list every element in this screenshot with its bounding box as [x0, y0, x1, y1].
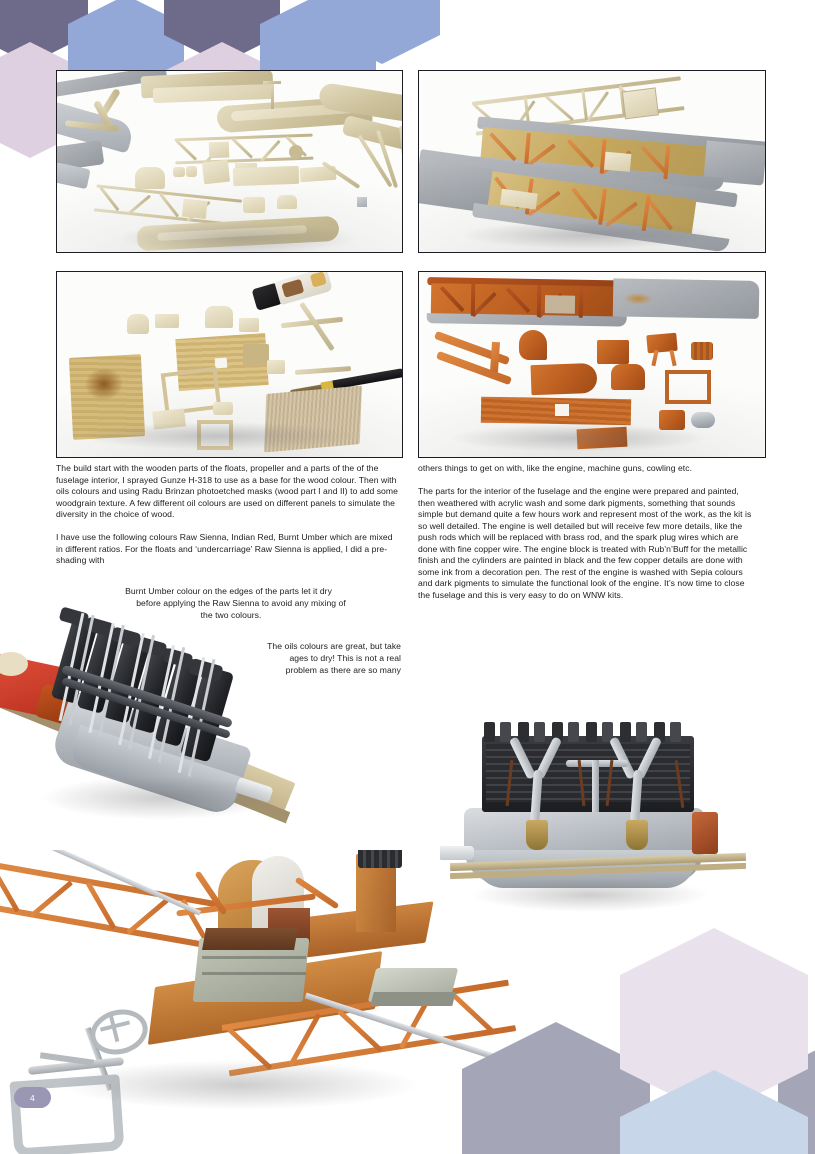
body-text-right [418, 463, 758, 602]
left-wrap-line-6: problem as there are so many [285, 665, 401, 675]
photo-woodgrain-parts-with-paint [56, 271, 403, 458]
left-paragraph-2: I have use the following colours Raw Sienna, Indian Red, Burnt Umber which are mixed in different ratios. For the floats and ‘undercarriage’ Raw Sienna is applied, I did a pre-shading with [56, 532, 393, 566]
left-wrap-line-1: Burnt Umber colour on the edges of the parts let it dry [125, 586, 332, 596]
left-wrap-line-3: the two colours. [200, 610, 262, 620]
photo-orange-stained-interior-parts [418, 271, 766, 458]
photo-fuselage-side-frames [418, 70, 766, 253]
page-number: 4 [30, 1092, 35, 1103]
left-wrap-line-4: The oils colours are great, but take [267, 641, 401, 651]
hex-top-dark-1 [0, 0, 88, 64]
hex-top-blue-3 [324, 0, 440, 64]
left-wrap-line-5: ages to dry! This is not a real [289, 653, 401, 663]
left-paragraph-1: The build start with the wooden parts of the floats, propeller and a parts of the of the fuselage interior, I sprayed Gunze H-318 to use as a base for the wood colour. Then with oils colours and using Radu Brinzan photoetched masks (wood part I and II) to add some woodgrain texture. A few different oil colours are used on different panels to simulate the diversity in the choice of wood. [56, 463, 398, 520]
hex-top-dark-2 [164, 0, 280, 64]
photo-wooden-parts-floats-propeller [56, 70, 403, 253]
hex-bottom-pale-blue [620, 1070, 808, 1154]
body-text-left [56, 463, 401, 567]
photo-cockpit-frame-assembly [0, 850, 560, 1154]
left-wrap-line-2: before applying the Raw Sienna to avoid any mixing of [136, 598, 346, 608]
right-paragraph-1: others things to get on with, like the engine, machine guns, cowling etc. [418, 463, 693, 473]
page-number-badge [14, 1087, 51, 1108]
right-paragraph-2: The parts for the interior of the fuselage and the engine were prepared and painted, then weathered with acrylic wash and some dark pigments, something that sounds simple but demand quite a few hours work and represent most of the work, as the kit is so well detailed. The engine is well detailed but will receive few more details, like the push rods which will be replaced with brass rod, and the spark plug wires which are done with fine copper wire. The engine block is treated with Rub’n’Buff for the metallic finish and the cylinders are painted in black and the few copper details are done with some ink from a decoration pen. The rest of the engine is washed with Sepia colours and dark pigments to simulate the functional look of the engine. It’s now time to close the fuselage and this is very easy to do on WNW kits. [418, 486, 752, 600]
hex-bottom-pale-lavender [620, 928, 808, 1116]
hex-bottom-gray-right [778, 1022, 815, 1154]
left-wrap-line-1-row [56, 586, 401, 598]
